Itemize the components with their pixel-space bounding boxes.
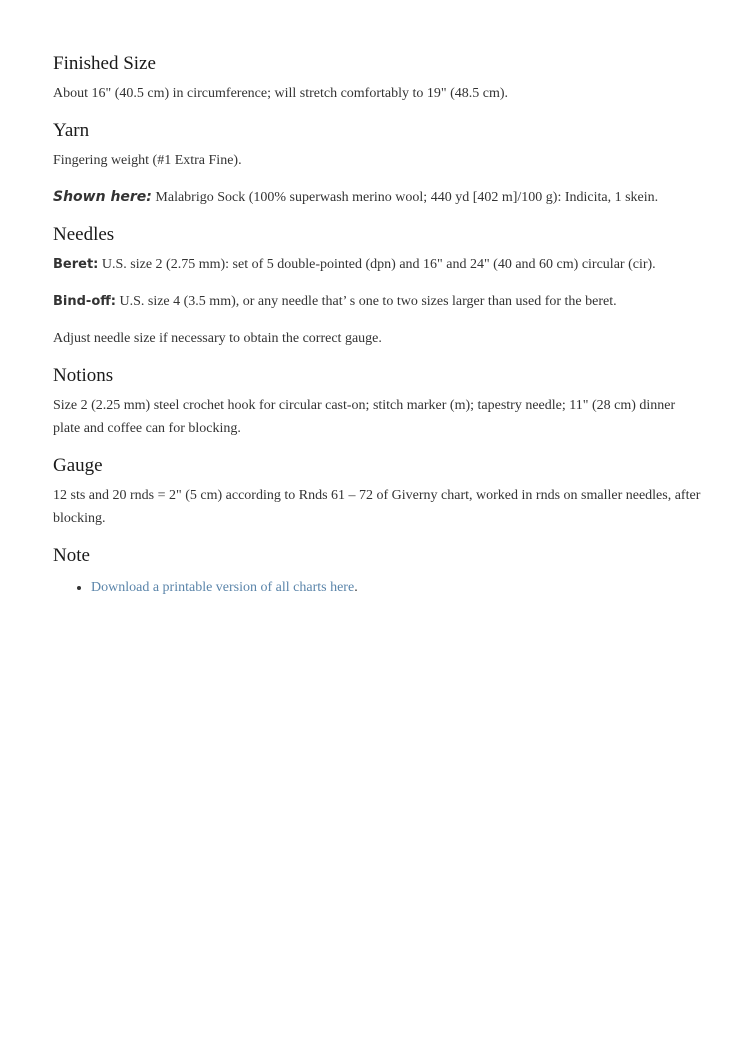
needles-section [53,223,703,350]
notions-text: Size 2 (2.25 mm) steel crochet hook for circular cast-on; stitch marker (m); tapestry needle; 11" (28 cm) dinner plate and coffee can for blocking. [53,398,676,436]
gauge-section [53,454,703,530]
finished-size-heading: Finished Size [53,53,156,74]
yarn-shown-here [53,186,703,209]
note-section [53,544,703,599]
document-page [53,52,703,599]
needles-beret [53,253,703,276]
finished-size-section [53,52,703,105]
beret-text: U.S. size 2 (2.75 mm): set of 5 double-pointed (dpn) and 16" and 24" (40 and 60 cm) circular (cir). [98,257,656,272]
gauge-heading: Gauge [53,455,103,476]
needles-bind-off [53,290,703,313]
note-list [53,576,703,599]
download-charts-link[interactable]: Download a printable version of all charts here [91,580,355,595]
shown-here-label: Shown here: [53,189,152,205]
bind-off-label: Bind-off: [53,294,116,309]
shown-here-text: Malabrigo Sock (100% superwash merino wool; 440 yd [402 m]/100 g): Indicita, 1 skein. [151,190,659,205]
yarn-heading: Yarn [53,120,90,141]
bind-off-text: U.S. size 4 (3.5 mm), or any needle that’ s one to two sizes larger than used for the beret. [115,294,617,309]
needles-adjust-text: Adjust needle size if necessary to obtain the correct gauge. [53,331,382,346]
yarn-weight-text: Fingering weight (#1 Extra Fine). [53,153,242,168]
note-heading: Note [53,545,90,566]
notions-heading: Notions [53,365,114,386]
finished-size-text: About 16" (40.5 cm) in circumference; will stretch comfortably to 19" (48.5 cm). [53,86,509,101]
needles-heading: Needles [53,224,115,245]
notions-section [53,364,703,440]
beret-label: Beret: [53,257,99,272]
link-suffix: . [354,580,358,595]
yarn-section [53,119,703,209]
gauge-text: 12 sts and 20 rnds = 2" (5 cm) according to Rnds 61 – 72 of Giverny chart, worked in rnds on smaller needles, after blocking. [53,488,701,526]
list-item [91,576,703,599]
